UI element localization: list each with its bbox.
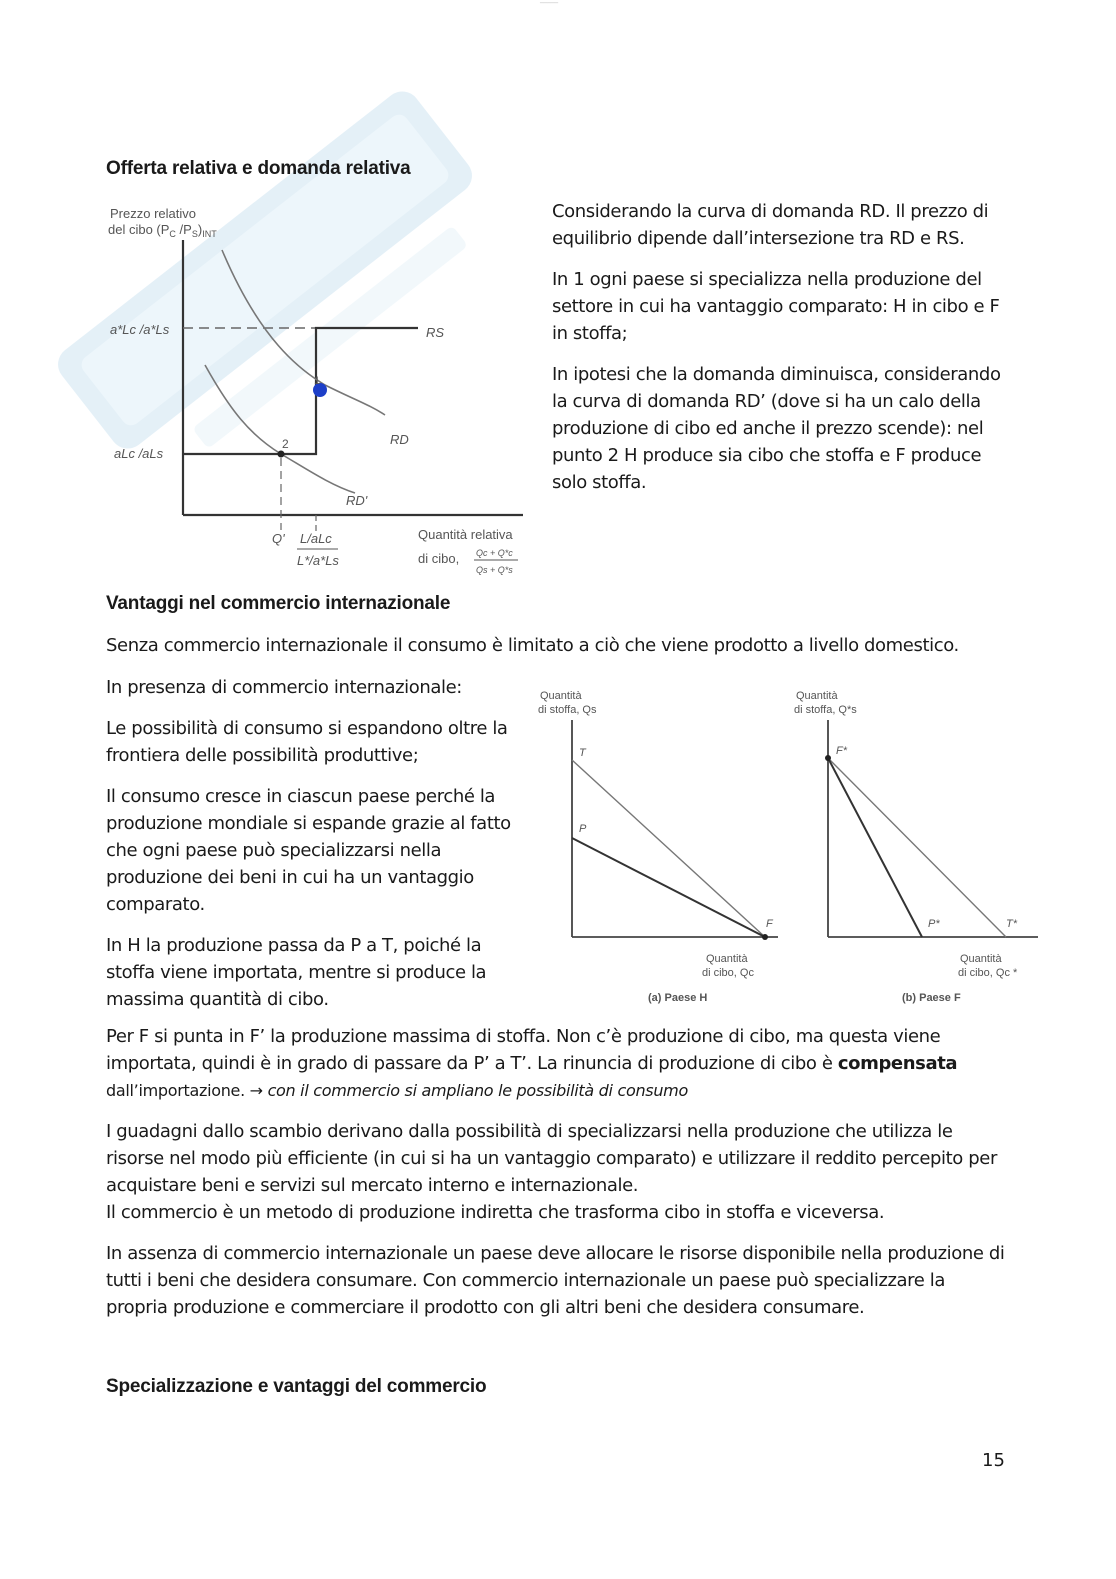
panel-a-ylabel-line1: Quantità [540,690,582,702]
figure-relative-supply-demand [100,200,530,585]
paragraph-rd-intersection: Considerando la curva di domanda RD. Il prezzo di equilibrio dipende dall’intersezione tra RD e RS. [552,201,989,249]
rd-label: RD [390,432,409,447]
rs-label: RS [426,325,445,340]
y-axis-label-line2: del cibo ($P_C$ $/P_S)_{INT}$ [108,222,217,239]
section1-text [552,198,1007,496]
panel-b-ppf [828,758,922,937]
panel-b-label-t: T* [1006,918,1017,930]
x-tick-q-prime: Q' [272,531,285,546]
panel-a-label-t: T [579,747,586,759]
page-number: 15 [982,1450,1005,1471]
header-mark: ───── [540,0,559,7]
panel-a-point-f [762,934,768,940]
paragraph-h-production: In H la produzione passa da P a T, poiché la stoffa viene importata, mentre si produce la massima quantità di cibo. [106,935,487,1010]
x-axis-frac-num: Qc + Q*c [476,548,513,558]
rs-curve [183,328,418,454]
y-axis-label-line1: Prezzo relativo [110,206,196,221]
section-title-vantaggi: Vantaggi nel commercio internazionale [106,593,451,614]
panel-a-xlabel-line1: Quantità [706,953,748,965]
panel-b-label-p: P* [928,918,940,930]
paragraph-with-trade: In presenza di commercio internazionale: [106,677,462,698]
panel-b-trade-line [828,758,1006,937]
rd-prime-curve [205,365,355,493]
paragraph-no-trade: Senza commercio internazionale il consumo è limitato a ciò che viene prodotto a livello domestico. [106,635,959,656]
panel-b-label-f: F* [836,745,847,757]
equilibrium-point-2 [278,451,285,458]
paragraph-absence-trade: In assenza di commercio internazionale un paese deve allocare le risorse disponibile nella produzione di tutti i beni che desidera consumare. Con commercio internazionale un paese può specializzare la propria produzione e commerciare il prodotto con gli altri beni che desidera consumare. [106,1243,1005,1318]
point-2-label: 2 [282,437,289,451]
panel-a-label-p: P [579,823,587,835]
y-tick-high: a*Lc /a*Ls [110,322,170,337]
x-axis-label-line2: di cibo, [418,551,460,566]
paragraph-consumption-grows: Il consumo cresce in ciascun paese perché la produzione mondiale si espande grazie al fatto che ogni paese può specializzarsi nella produzione dei beni in cui ha un vantaggio comparato. [106,786,511,915]
paragraph-f-production: Per F si punta in F’ la produzione massima di stoffa. Non c’è produzione di cibo, ma questa viene importata, quindi è in grado di passare da P’ a T’. La rinuncia di produzione di cibo è compensata dall’importazione. → con il commercio si ampliano le possibilità di consumo [106,1026,958,1100]
panel-b-ylabel-line2: di stoffa, Q*s [794,704,857,716]
panel-a-trade-line [572,760,765,937]
panel-b-caption: (b) Paese F [902,992,961,1004]
panel-b-ylabel-line1: Quantità [796,690,838,702]
panel-b-paese-f [794,690,1038,1004]
panel-b-xlabel-line2: di cibo, Qc * [958,967,1018,979]
panel-a-caption: (a) Paese H [648,992,708,1004]
panel-a-paese-h [538,690,778,1004]
x-tick-fraction-den: L*/a*Ls [297,553,339,568]
panel-a-label-f: F [766,918,773,930]
panel-a-ppf [572,838,765,937]
section-title-offerta: Offerta relativa e domanda relativa [106,158,411,179]
panel-a-xlabel-line2: di cibo, Qc [702,967,754,979]
section-title-specializzazione: Specializzazione e vantaggi del commercio [106,1376,487,1397]
panel-b-xlabel-line1: Quantità [960,953,1002,965]
paragraph-consumption-expands: Le possibilità di consumo si espandono oltre la frontiera delle possibilità produttive; [106,718,508,766]
paragraph-gains: I guadagni dallo scambio derivano dalla possibilità di specializzarsi nella produzione che utilizza le risorse nel modo più efficiente (in cui si ha un vantaggio comparato) e utilizzare il reddito percepito per acquistare beni e servizi sul mercato interno e internazionale. [106,1121,997,1196]
paragraph-demand-decrease: In ipotesi che la domanda diminuisca, considerando la curva di domanda RD’ (dove si ha un calo della produzione di cibo ed anche il prezzo scende): nel punto 2 H produce sia cibo che stoffa e F produce solo stoffa. [552,364,1001,493]
section2-left-text [106,674,524,1013]
figure-trade-gains [530,680,1050,1010]
x-axis-label-line1: Quantità relativa [418,527,513,542]
y-tick-low: aLc /aLs [114,446,164,461]
panel-b-point-f [825,755,831,761]
x-axis-frac-den: Qs + Q*s [476,565,513,575]
x-tick-fraction-num: L/aLc [300,531,332,546]
paragraph-indirect-production: Il commercio è un metodo di produzione indiretta che trasforma cibo in stoffa e viceversa. [106,1202,885,1223]
paragraph-specialization: In 1 ogni paese si specializza nella produzione del settore in cui ha vantaggio comparato: H in cibo e F in stoffa; [552,269,1000,344]
rd-prime-label: RD' [346,493,368,508]
rd-curve [222,250,385,415]
panel-a-ylabel-line2: di stoffa, Qs [538,704,597,716]
section2-bottom-text [106,1023,1006,1321]
point-1-label: 1 [314,375,321,387]
